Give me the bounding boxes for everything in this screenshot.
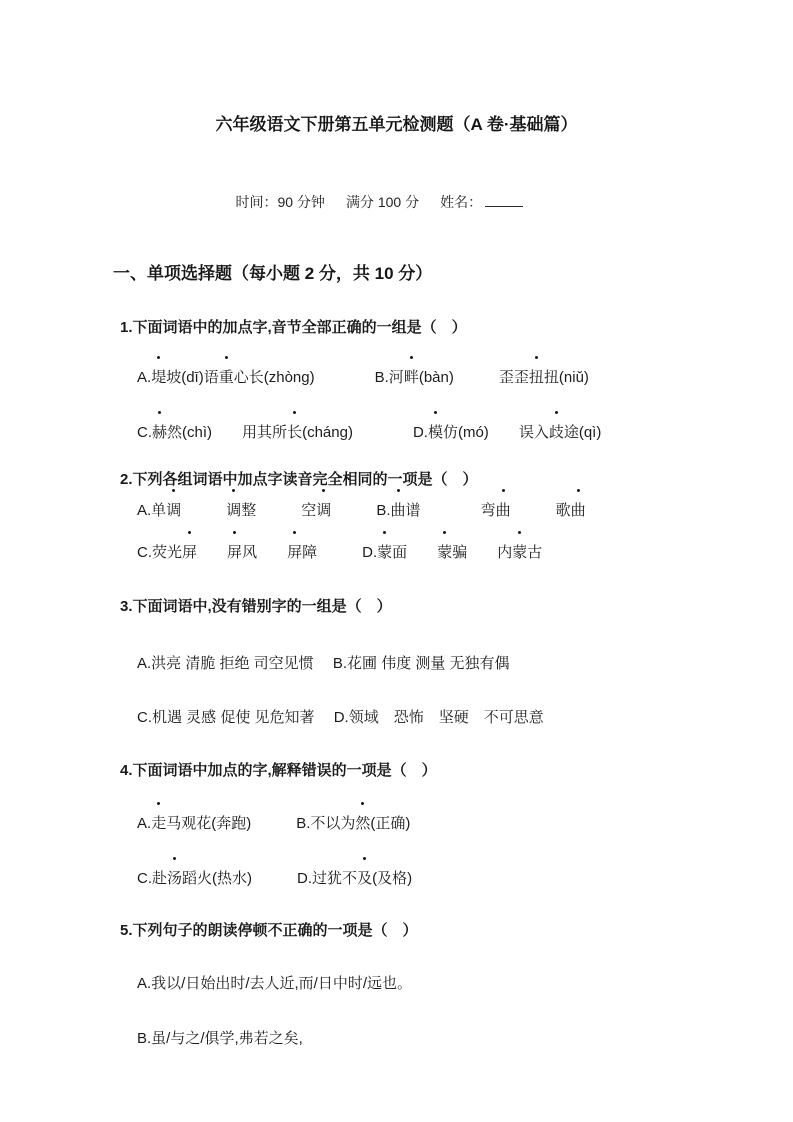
question-2-stem: 2.下列各组词语中加点字读音完全相同的一项是（ ） [120, 471, 478, 488]
question-2-options-row-2: C.荧光屏 屏风 屏障 D.蒙面 蒙骗 内蒙古 [137, 544, 543, 561]
emphasis-dotted-char: 畔 [403, 369, 419, 386]
question-5 [0, 920, 793, 1049]
emphasis-dotted-char: 然 [355, 815, 371, 832]
emphasis-dotted-char: 歧 [548, 424, 564, 441]
name-label-text: 姓名： [440, 194, 483, 210]
emphasis-dotted-char: 堤 [151, 369, 167, 386]
emphasis-dotted-char: 曲 [495, 502, 511, 519]
emphasis-dotted-char: 蒙 [437, 544, 453, 561]
emphasis-dotted-char: 曲 [570, 502, 586, 519]
emphasis-dotted-char: 屏 [227, 544, 243, 561]
question-1-options-row-2: C.赫然(chì) 用其所长(cháng) D.模仿(mó) 误入歧途(qì) [137, 424, 602, 441]
page-title: 六年级语文下册第五单元检测题（A 卷·基础篇） [215, 115, 578, 134]
question-2 [0, 469, 793, 563]
emphasis-dotted-char: 屏 [287, 544, 303, 561]
emphasis-dotted-char: 走 [151, 815, 167, 832]
question-1 [0, 317, 793, 443]
emphasis-dotted-char: 汤 [167, 870, 183, 887]
question-4-options-row-2: C.赴汤蹈火(热水) D.过犹不及(及格) [137, 870, 413, 887]
question-3-options-row-1: A.洪亮 清脆 拒绝 司空见惯 B.花圃 伟度 测量 无独有偶 [137, 655, 510, 672]
emphasis-dotted-char: 重 [218, 369, 234, 386]
emphasis-dotted-char: 模 [427, 424, 443, 441]
time-label: 时间：90 分钟 [235, 194, 325, 210]
emphasis-dotted-char: 及 [357, 870, 373, 887]
question-3-options-row-2: C.机遇 灵感 促使 见危知著 D.领域 恐怖 坚硬 不可思意 [137, 709, 544, 726]
question-5-option-a: A.我以/日始出时/去人近,而/日中时/远也。 [137, 975, 413, 992]
name-blank-line [485, 193, 523, 207]
question-4 [0, 760, 793, 889]
emphasis-dotted-char: 调 [316, 502, 332, 519]
question-5-stem: 5.下列句子的朗读停顿不正确的一项是（ ） [120, 922, 418, 939]
question-2-options-row-1: A.单调 调整 空调 B.曲谱 弯曲 歌曲 [137, 502, 586, 519]
emphasis-dotted-char: 蒙 [512, 544, 528, 561]
emphasis-dotted-char: 长 [287, 424, 303, 441]
emphasis-dotted-char: 蒙 [377, 544, 393, 561]
emphasis-dotted-char: 曲 [390, 502, 406, 519]
question-3-stem: 3.下面词语中,没有错别字的一组是（ ） [120, 598, 392, 615]
question-5-option-b: B.虽/与之/俱学,弗若之矣, [137, 1030, 303, 1047]
question-1-stem: 1.下面词语中的加点字,音节全部正确的一组是（ ） [120, 319, 467, 336]
section-heading: 一、单项选择题（每小题 2 分，共 10 分） [113, 264, 433, 283]
name-label [440, 194, 523, 210]
emphasis-dotted-char: 赫 [152, 424, 168, 441]
emphasis-dotted-char: 调 [166, 502, 182, 519]
emphasis-dotted-char: 屏 [182, 544, 198, 561]
question-3 [0, 596, 793, 728]
full-score-label: 满分 100 分 [345, 194, 420, 210]
emphasis-dotted-char: 扭 [528, 369, 544, 386]
question-4-options-row-1: A.走马观花(奔跑) B.不以为然(正确) [137, 815, 411, 832]
exam-info-line [0, 172, 793, 232]
question-4-stem: 4.下面词语中加点的字,解释错误的一项是（ ） [120, 762, 437, 779]
emphasis-dotted-char: 调 [226, 502, 242, 519]
question-1-options-row-1: A.堤坡(dī)语重心长(zhòng) B.河畔(bàn) 歪歪扭扭(niǔ) [137, 369, 589, 386]
